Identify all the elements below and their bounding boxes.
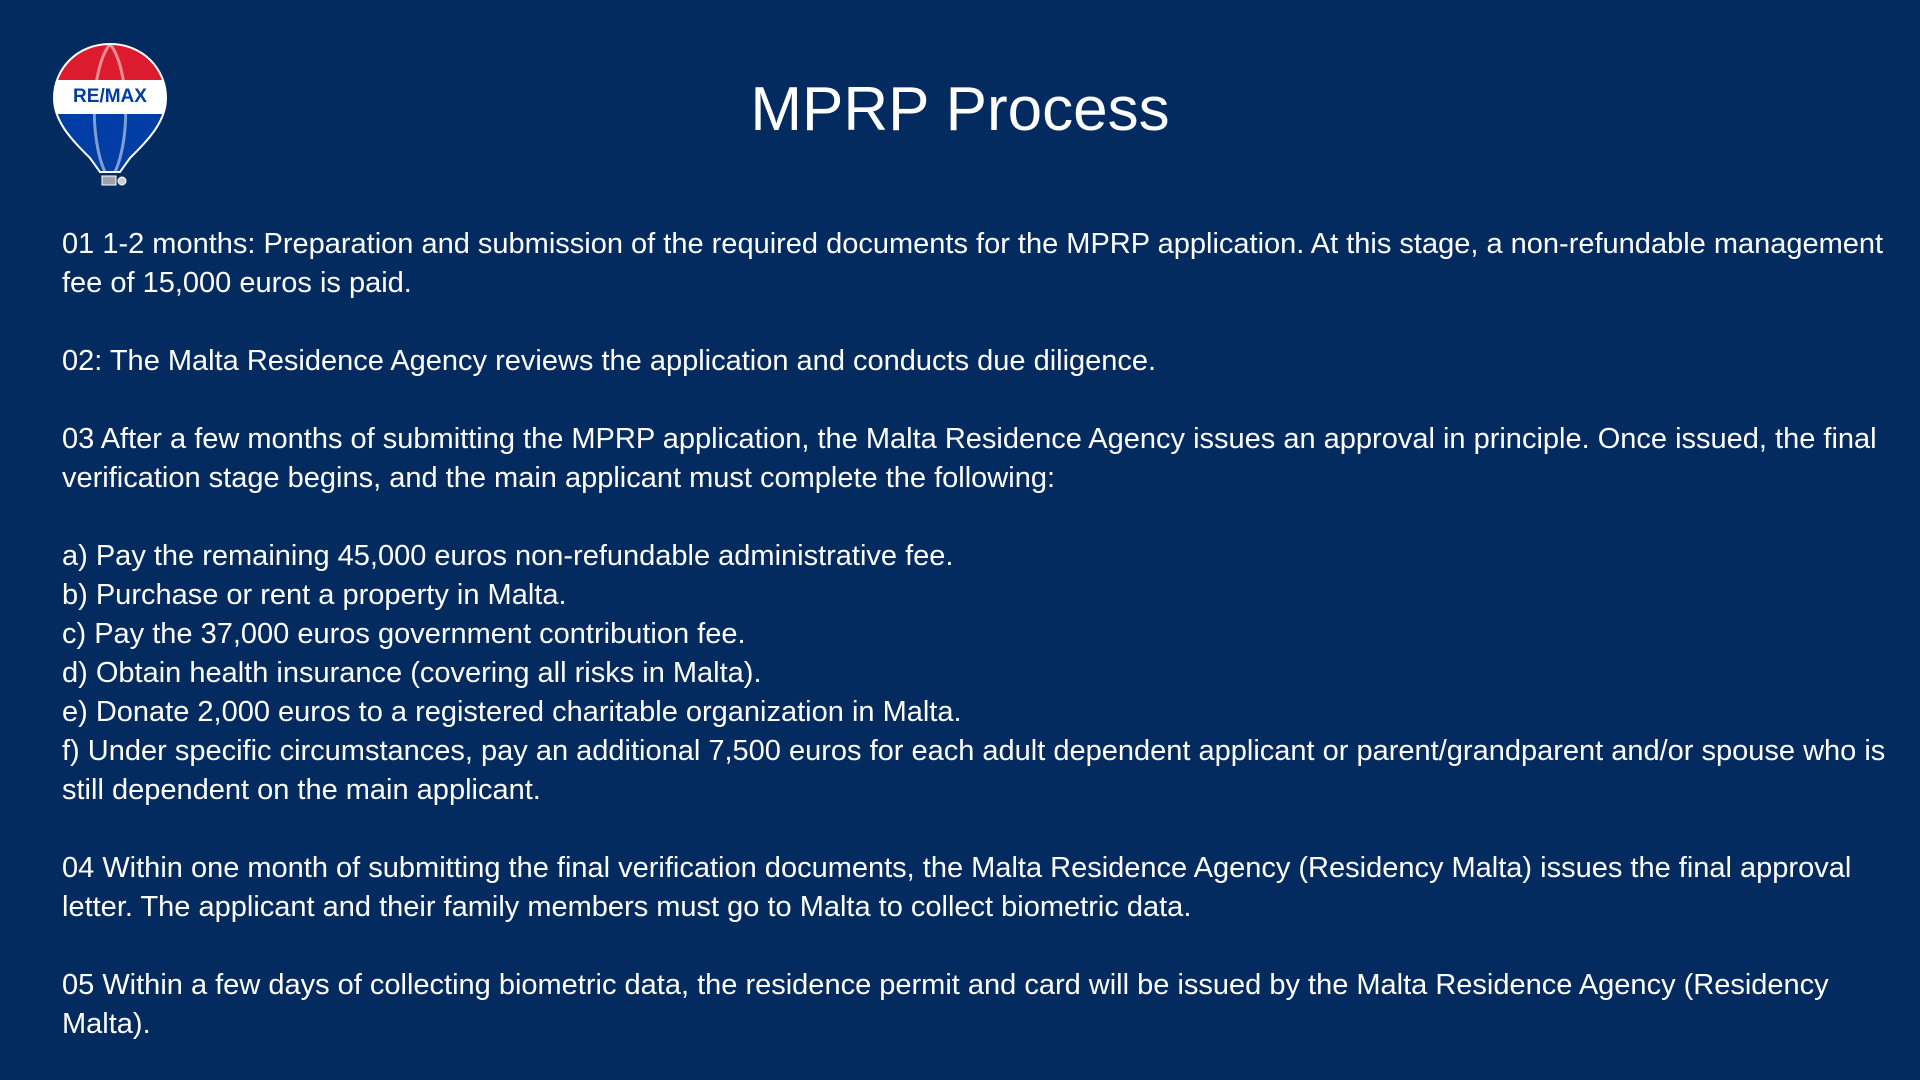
process-steps: [62, 225, 1892, 1044]
step-01: 01 1-2 months: Preparation and submission of the required documents for the MPRP application. At this stage, a non-refundable management fee of 15,000 euros is paid.: [62, 228, 1884, 299]
step-03: 03 After a few months of submitting the MPRP application, the Malta Residence Agency issues an approval in principle. Once issued, the final verification stage begins, and the main applicant must complete the following:: [62, 423, 1877, 494]
step-04: 04 Within one month of submitting the final verification documents, the Malta Residence Agency (Residency Malta) issues the final approval letter. The applicant and their family members must go to Malta to collect biometric data.: [62, 852, 1852, 923]
step-03-item-c: c) Pay the 37,000 euros government contribution fee.: [62, 618, 746, 650]
page-title: MPRP Process: [750, 75, 1170, 144]
step-03-item-d: d) Obtain health insurance (covering all risks in Malta).: [62, 657, 762, 689]
logo-text: RE/MAX: [73, 86, 147, 107]
step-03-item-f: f) Under specific circumstances, pay an additional 7,500 euros for each adult dependent applicant or parent/grandparent and/or spouse who is still dependent on the main applicant.: [62, 735, 1886, 806]
step-03-item-b: b) Purchase or rent a property in Malta.: [62, 579, 567, 611]
step-03-item-e: e) Donate 2,000 euros to a registered charitable organization in Malta.: [62, 696, 962, 728]
step-02: 02: The Malta Residence Agency reviews the application and conducts due diligence.: [62, 345, 1157, 377]
step-05: 05 Within a few days of collecting biometric data, the residence permit and card will be issued by the Malta Residence Agency (Residency Malta).: [62, 969, 1829, 1040]
step-03-item-a: a) Pay the remaining 45,000 euros non-refundable administrative fee.: [62, 540, 954, 572]
